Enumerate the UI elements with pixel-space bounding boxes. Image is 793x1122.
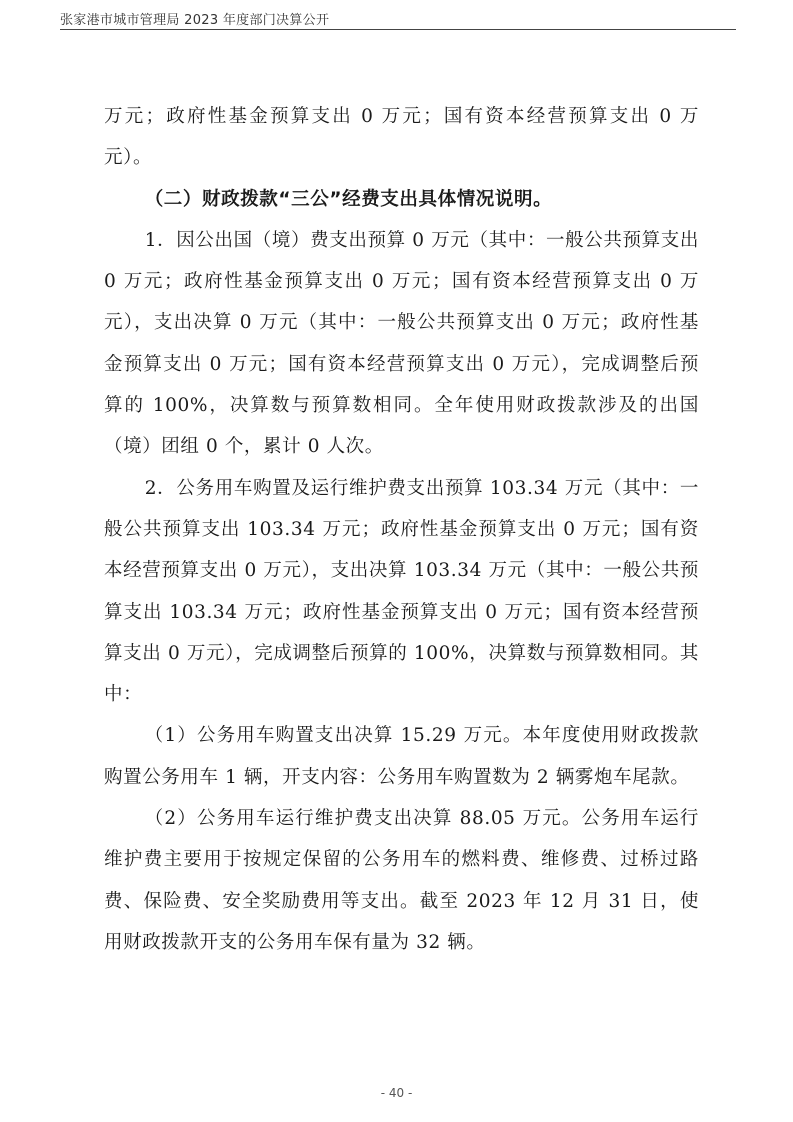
- document-body: [104, 96, 699, 963]
- page-number: - 40 -: [380, 1086, 413, 1100]
- paragraph-vehicle-expenses: 2．公务用车购置及运行维护费支出预算 103.34 万元（其中：一般公共预算支出 103.34 万元；政府性基金预算支出 0 万元；国有资本经营预算支出 0 万元），支出决算 103.34 万元（其中：一般公共预算支出 103.34 万元；政府性基金预算支出 0 万元；国有资本经营预算支出 0 万元），完成调整后预算的 100%，决算数与预算数相同。其中：: [104, 477, 699, 706]
- section-heading: （二）财政拨款“三公”经费支出具体情况说明。: [144, 188, 553, 210]
- header-divider: [60, 29, 736, 30]
- paragraph-overseas-travel: 1．因公出国（境）费支出预算 0 万元（其中：一般公共预算支出 0 万元；政府性基金预算支出 0 万元；国有资本经营预算支出 0 万元），支出决算 0 万元（其中：一般公共预算支出 0 万元；政府性基金预算支出 0 万元；国有资本经营预算支出 0 万元），完成调整后预算的 100%，决算数与预算数相同。全年使用财政拨款涉及的出国（境）团组 0 个，累计 0 人次。: [104, 229, 699, 458]
- document-header: 张家港市城市管理局 2023 年度部门决算公开: [60, 13, 330, 28]
- paragraph-continuation: 万元；政府性基金预算支出 0 万元；国有资本经营预算支出 0 万元）。: [104, 106, 699, 169]
- paragraph-vehicle-operation: （2）公务用车运行维护费支出决算 88.05 万元。公务用车运行维护费主要用于按规定保留的公务用车的燃料费、维修费、过桥过路费、保险费、安全奖励费用等支出。截至 2023 年 12 月 31 日，使用财政拨款开支的公务用车保有量为 32 辆。: [104, 808, 699, 953]
- paragraph-vehicle-purchase: （1）公务用车购置支出决算 15.29 万元。本年度使用财政拨款购置公务用车 1 辆，开支内容：公务用车购置数为 2 辆雾炮车尾款。: [104, 725, 699, 788]
